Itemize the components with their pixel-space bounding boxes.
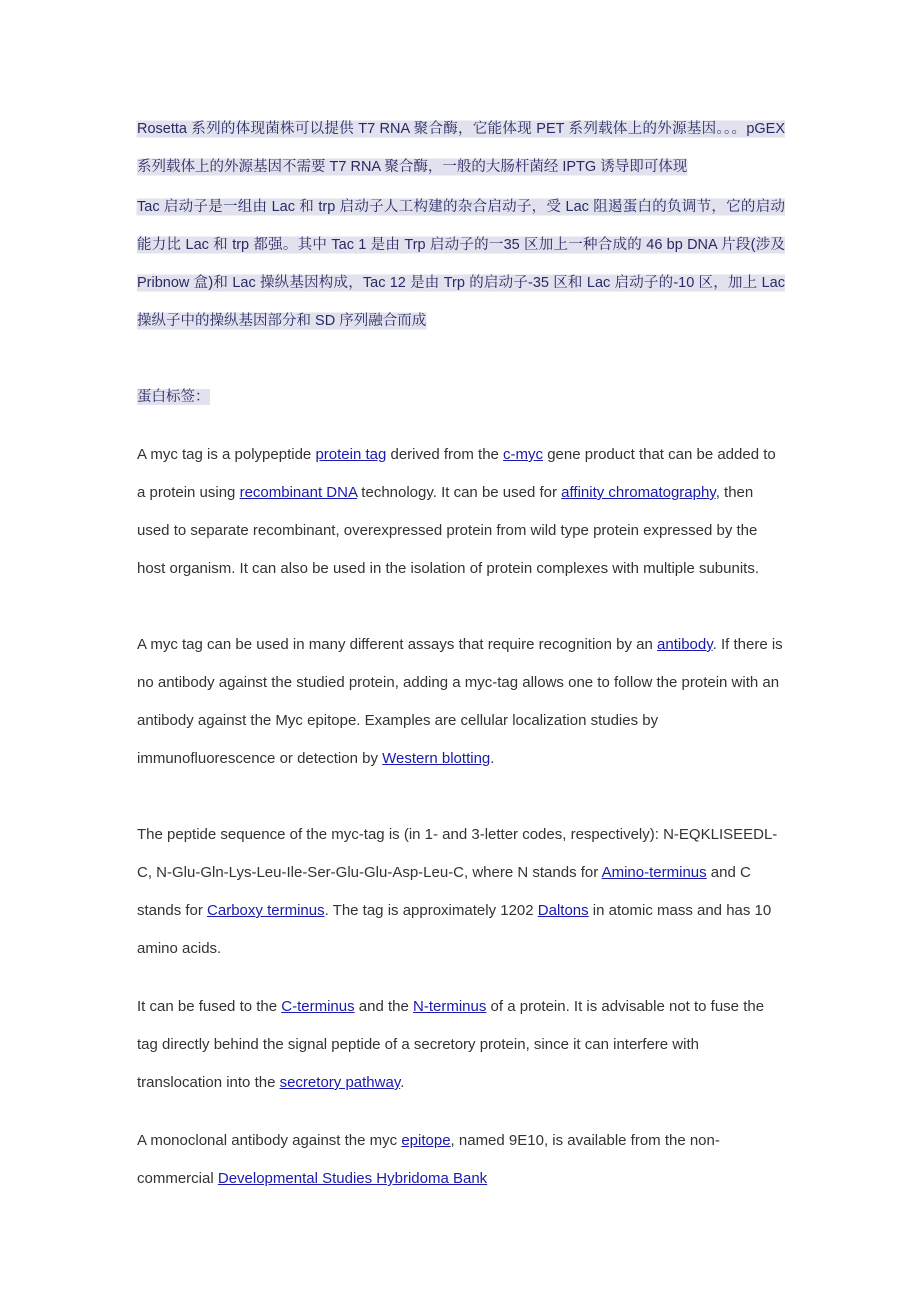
paragraph-text: A monoclonal antibody against the myc	[137, 1132, 402, 1149]
paragraph-fusion-terminus	[137, 988, 785, 1102]
paragraph-peptide-sequence	[137, 816, 785, 968]
paragraph-text: A myc tag is a polypeptide	[137, 446, 316, 463]
spacer	[137, 416, 785, 436]
spacer	[137, 778, 785, 816]
spacer	[137, 1102, 785, 1122]
link-epitope[interactable]: epitope	[401, 1132, 451, 1149]
paragraph-text: . If there is no antibody against the studied protein, adding a myc-tag allows one to follow the protein with an antibody against the Myc epitope. Examples are cellular localization studies by immunofluorescence or detection by	[137, 636, 783, 767]
spacer	[137, 340, 785, 378]
link-n-terminus[interactable]: N-terminus	[413, 998, 487, 1015]
paragraph-text: and the	[354, 998, 414, 1015]
section-heading-protein-tag	[137, 378, 785, 416]
paragraph-text: and C stands for	[137, 864, 751, 919]
link-affinity-chromatography[interactable]: affinity chromatography	[561, 484, 716, 501]
paragraph-text: .	[400, 1074, 405, 1091]
link-daltons[interactable]: Daltons	[537, 902, 589, 919]
paragraph-text: A myc tag can be used in many different assays that require recognition by an	[137, 636, 658, 653]
paragraph-text: in atomic mass and has 10 amino acids.	[137, 902, 772, 957]
link-c-myc[interactable]: c-myc	[503, 446, 544, 463]
link-protein-tag[interactable]: protein tag	[315, 446, 387, 463]
section-heading-protein-tag-text: 蛋白标签：	[137, 389, 210, 405]
paragraph-text: . The tag is approximately 1202	[324, 902, 538, 919]
paragraph-text: The peptide sequence of the myc-tag is (in 1- and 3-letter codes, respectively): N-EQKLISEEDL-C, N-Glu-Gln-Lys-Leu-Ile-Ser-Glu-Glu-Asp-Leu-C, where N stands for	[137, 826, 778, 881]
chinese-paragraph-rosetta	[137, 110, 785, 186]
link-western-blotting[interactable]: Western blotting	[382, 750, 491, 767]
link-secretory-pathway[interactable]: secretory pathway	[279, 1074, 401, 1091]
paragraph-text: , named 9E10, is available from the non-commercial	[137, 1132, 720, 1187]
link-antibody[interactable]: antibody	[657, 636, 713, 653]
paragraph-text: It can be fused to the	[137, 998, 282, 1015]
paragraph-text: .	[490, 750, 495, 767]
paragraph-text: , then used to separate recombinant, overexpressed protein from wild type protein expressed by the host organism. It can also be used in the isolation of protein complexes with multiple subunits.	[137, 484, 760, 577]
spacer	[137, 588, 785, 626]
paragraph-myc-tag-definition	[137, 436, 785, 588]
paragraph-text: derived from the	[386, 446, 504, 463]
spacer	[137, 968, 785, 988]
link-developmental-studies-hybridoma-bank[interactable]: Developmental Studies Hybridoma Bank	[217, 1170, 488, 1187]
paragraph-text: technology. It can be used for	[357, 484, 562, 501]
chinese-paragraph-tac-promoter	[137, 188, 785, 340]
paragraph-myc-tag-assays	[137, 626, 785, 778]
document-body	[137, 110, 785, 1198]
chinese-paragraph-tac-promoter-text: Tac 启动子是一组由 Lac 和 trp 启动子人工构建的杂合启动子，受 Lac 阻遏蛋白的负调节，它的启动能力比 Lac 和 trp 都强。其中 Tac 1 是由 Trp 启动子的一35 区加上一种合成的 46 bp DNA 片段(涉及 Pribnow 盒)和 Lac 操纵基因构成，Tac 12 是由 Trp 的启动子-35 区和 Lac 启动子的-10 区，加上 Lac 操纵子中的操纵基因部分和 SD 序列融合而成	[137, 199, 785, 329]
link-amino-terminus[interactable]: Amino-terminus	[601, 864, 707, 881]
link-c-terminus[interactable]: C-terminus	[281, 998, 355, 1015]
paragraph-text: gene product that can be added to a protein using	[137, 446, 776, 501]
chinese-paragraph-rosetta-text: Rosetta 系列的体现菌株可以提供 T7 RNA 聚合酶，它能体现 PET 系列载体上的外源基因。。。pGEX 系列载体上的外源基因不需要 T7 RNA 聚合酶，一般的大肠杆菌经 IPTG 诱导即可体现	[137, 121, 785, 175]
link-carboxy-terminus[interactable]: Carboxy terminus	[207, 902, 325, 919]
link-recombinant-dna[interactable]: recombinant DNA	[239, 484, 358, 501]
paragraph-text: of a protein. It is advisable not to fuse the tag directly behind the signal peptide of a secretory protein, since it can interfere with translocation into the	[137, 998, 765, 1091]
paragraph-monoclonal-antibody	[137, 1122, 785, 1198]
